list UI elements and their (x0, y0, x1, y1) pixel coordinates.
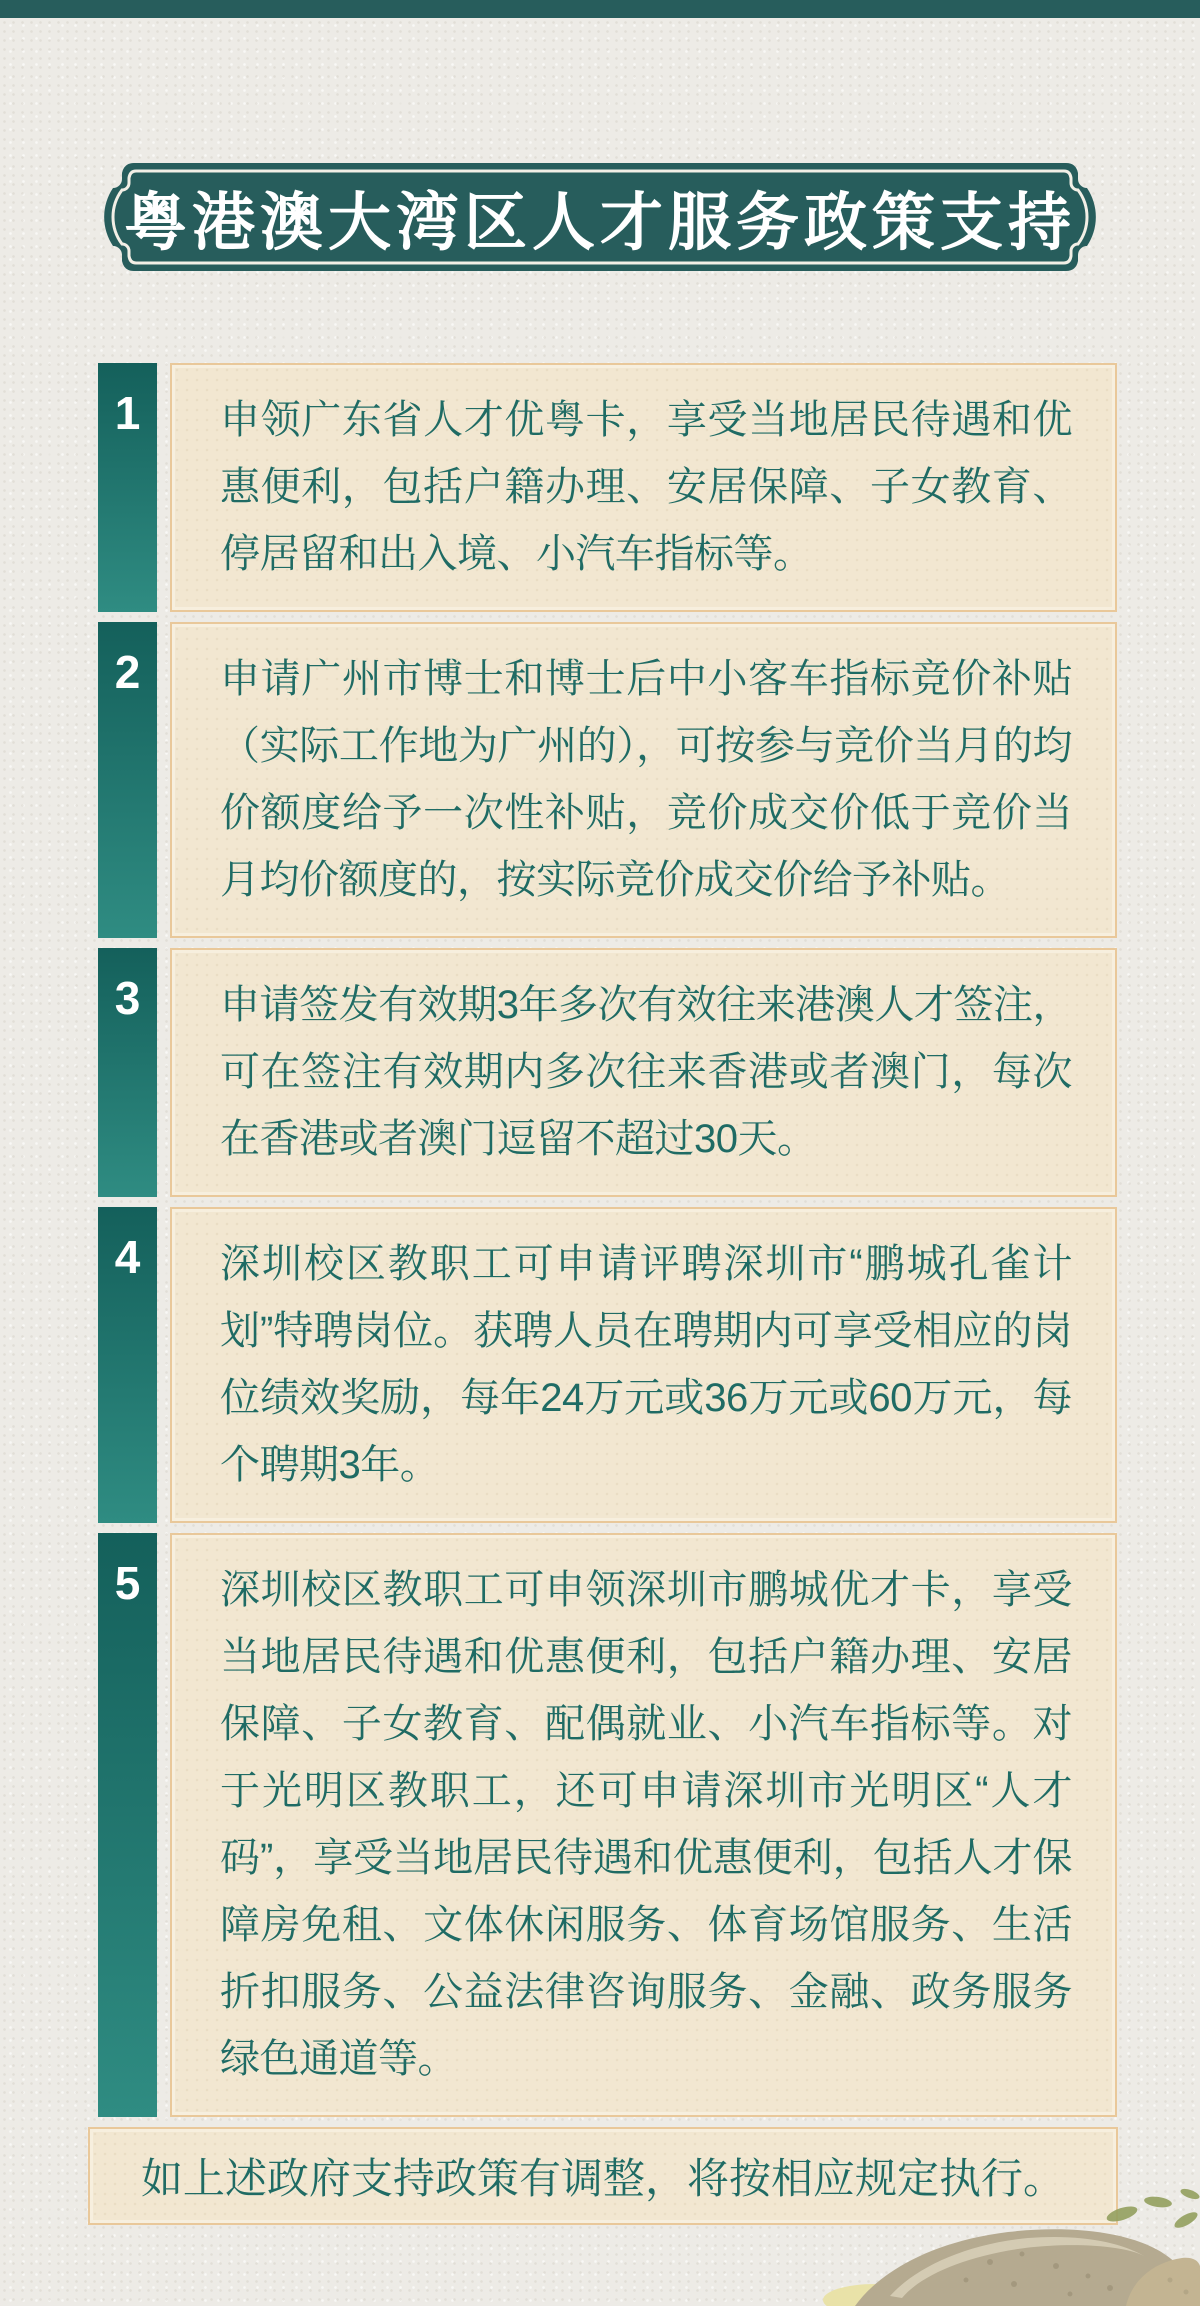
title-banner (104, 161, 1096, 273)
policy-list (98, 363, 1117, 2225)
item-text-box (170, 622, 1117, 938)
item-text-box (170, 1533, 1117, 2117)
list-item (98, 622, 1117, 938)
item-number-badge: 1 (98, 363, 157, 612)
item-text: 深圳校区教职工可申领深圳市鹏城优才卡，享受当地居民待遇和优惠便利，包括户籍办理、安居保障、子女教育、配偶就业、小汽车指标等。对于光明区教职工，还可申请深圳市光明区“人才码”，享受当地居民待遇和优惠便利，包括人才保障房免租、文体休闲服务、体育场馆服务、生活折扣服务、公益法律咨询服务、金融、政务服务绿色通道等。 (220, 1568, 1072, 2081)
list-item (98, 1207, 1117, 1523)
rocks-illustration (770, 2176, 1200, 2306)
item-text: 深圳校区教职工可申请评聘深圳市“鹏城孔雀计划”特聘岗位。获聘人员在聘期内可享受相应的岗位绩效奖励，每年24万元或36万元或60万元，每个聘期3年。 (220, 1242, 1072, 1487)
item-text-box (170, 1207, 1117, 1523)
item-text: 申请广州市博士和博士后中小客车指标竞价补贴（实际工作地为广州的），可按参与竞价当月的均价额度给予一次性补贴，竞价成交价低于竞价当月均价额度的，按实际竞价成交价给予补贴。 (220, 657, 1072, 902)
list-item (98, 363, 1117, 612)
item-number-badge: 2 (98, 622, 157, 938)
item-number-badge: 3 (98, 948, 157, 1197)
item-text-box (170, 363, 1117, 612)
list-item (98, 1533, 1117, 2117)
item-number-badge: 4 (98, 1207, 157, 1523)
item-text: 申请签发有效期3年多次有效往来港澳人才签注，可在签注有效期内多次往来香港或者澳门，每次在香港或者澳门逗留不超过30天。 (220, 983, 1072, 1161)
item-number-badge: 5 (98, 1533, 157, 2117)
top-teal-strip (0, 0, 1200, 18)
footer-note: 如上述政府支持政策有调整，将按相应规定执行。 (140, 2155, 1065, 2202)
item-text-box (170, 948, 1117, 1197)
page-title: 粤港澳大湾区人才服务政策支持 (124, 187, 1076, 258)
item-text: 申领广东省人才优粤卡，享受当地居民待遇和优惠便利，包括户籍办理、安居保障、子女教育、停居留和出入境、小汽车指标等。 (220, 398, 1072, 576)
list-item (98, 948, 1117, 1197)
